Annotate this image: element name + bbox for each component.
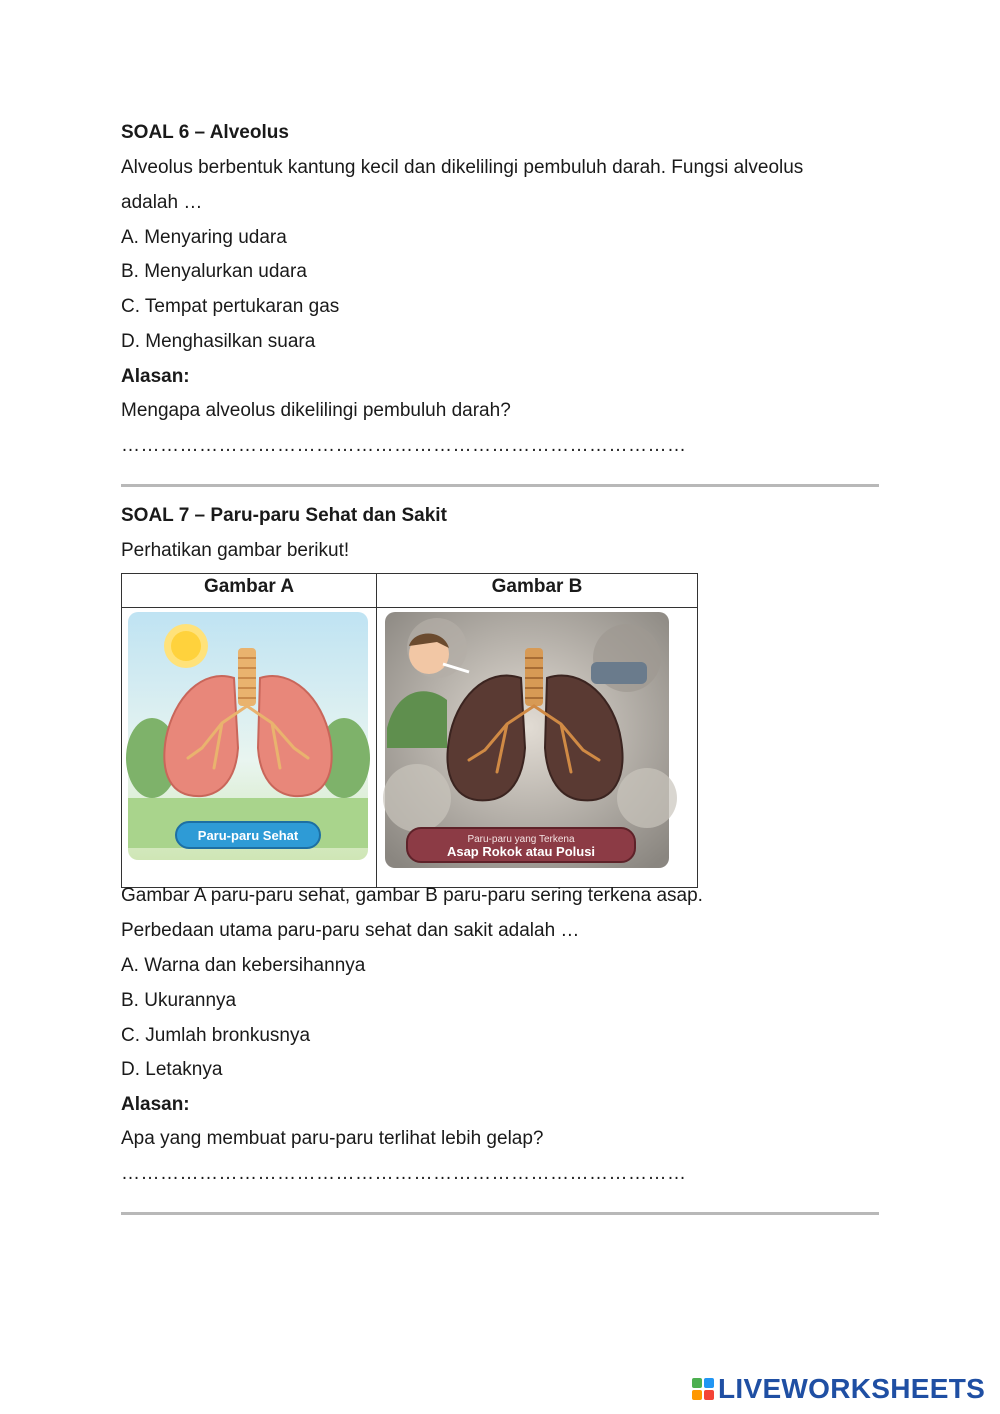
soal7-option-c[interactable]: C. Jumlah bronkusnya (121, 1025, 311, 1046)
section-divider-bottom (121, 1212, 879, 1215)
soal6-question-line2: adalah … (121, 192, 203, 213)
soal7-option-a[interactable]: A. Warna dan kebersihannya (121, 955, 366, 976)
image-cell-b (377, 608, 698, 888)
soal6-answer-line[interactable]: …………………………………………………………………………… (121, 435, 687, 456)
soal7-intro: Perhatikan gambar berikut! (121, 540, 350, 561)
sick-lungs-caption-line2: Asap Rokok atau Polusi (446, 844, 596, 859)
soal7-answer-line[interactable]: …………………………………………………………………………… (121, 1163, 687, 1184)
sick-lungs-caption-line1: Paru-paru yang Terkena (467, 834, 575, 845)
section-divider (121, 484, 879, 487)
soal6-reason-label: Alasan: (121, 366, 190, 387)
liveworksheets-logo[interactable] (692, 1374, 985, 1404)
soal7-option-b[interactable]: B. Ukurannya (121, 990, 237, 1011)
car-icon (591, 662, 647, 684)
healthy-lungs-caption: Paru-paru Sehat (197, 828, 299, 843)
soal7-option-d[interactable]: D. Letaknya (121, 1059, 223, 1080)
smoke-lungs-image (377, 608, 697, 882)
table-header-b: Gambar B (377, 574, 698, 608)
soal7-description: Gambar A paru-paru sehat, gambar B paru-paru sering terkena asap. (121, 885, 703, 906)
soal6-title: SOAL 6 – Alveolus (121, 122, 289, 143)
soal6-option-c[interactable]: C. Tempat pertukaran gas (121, 296, 340, 317)
table-header-a: Gambar A (122, 574, 377, 608)
healthy-lungs-image (122, 608, 376, 882)
soal7-reason-question: Apa yang membuat paru-paru terlihat lebih gelap? (121, 1128, 544, 1149)
liveworksheets-logo-icon (692, 1378, 714, 1400)
liveworksheets-logo-text: LIVEWORKSHEETS (718, 1373, 986, 1404)
soal7-reason-label: Alasan: (121, 1094, 190, 1115)
image-table (121, 573, 698, 888)
soal6-reason-question: Mengapa alveolus dikelilingi pembuluh darah? (121, 400, 511, 421)
soal7-question: Perbedaan utama paru-paru sehat dan sakit adalah … (121, 920, 580, 941)
soal7-title: SOAL 7 – Paru-paru Sehat dan Sakit (121, 505, 447, 526)
soal6-option-b[interactable]: B. Menyalurkan udara (121, 261, 307, 282)
soal6-option-d[interactable]: D. Menghasilkan suara (121, 331, 316, 352)
soal6-option-a[interactable]: A. Menyaring udara (121, 227, 287, 248)
image-cell-a (122, 608, 377, 888)
soal6-question-line1: Alveolus berbentuk kantung kecil dan dikelilingi pembuluh darah. Fungsi alveolus (121, 157, 804, 178)
